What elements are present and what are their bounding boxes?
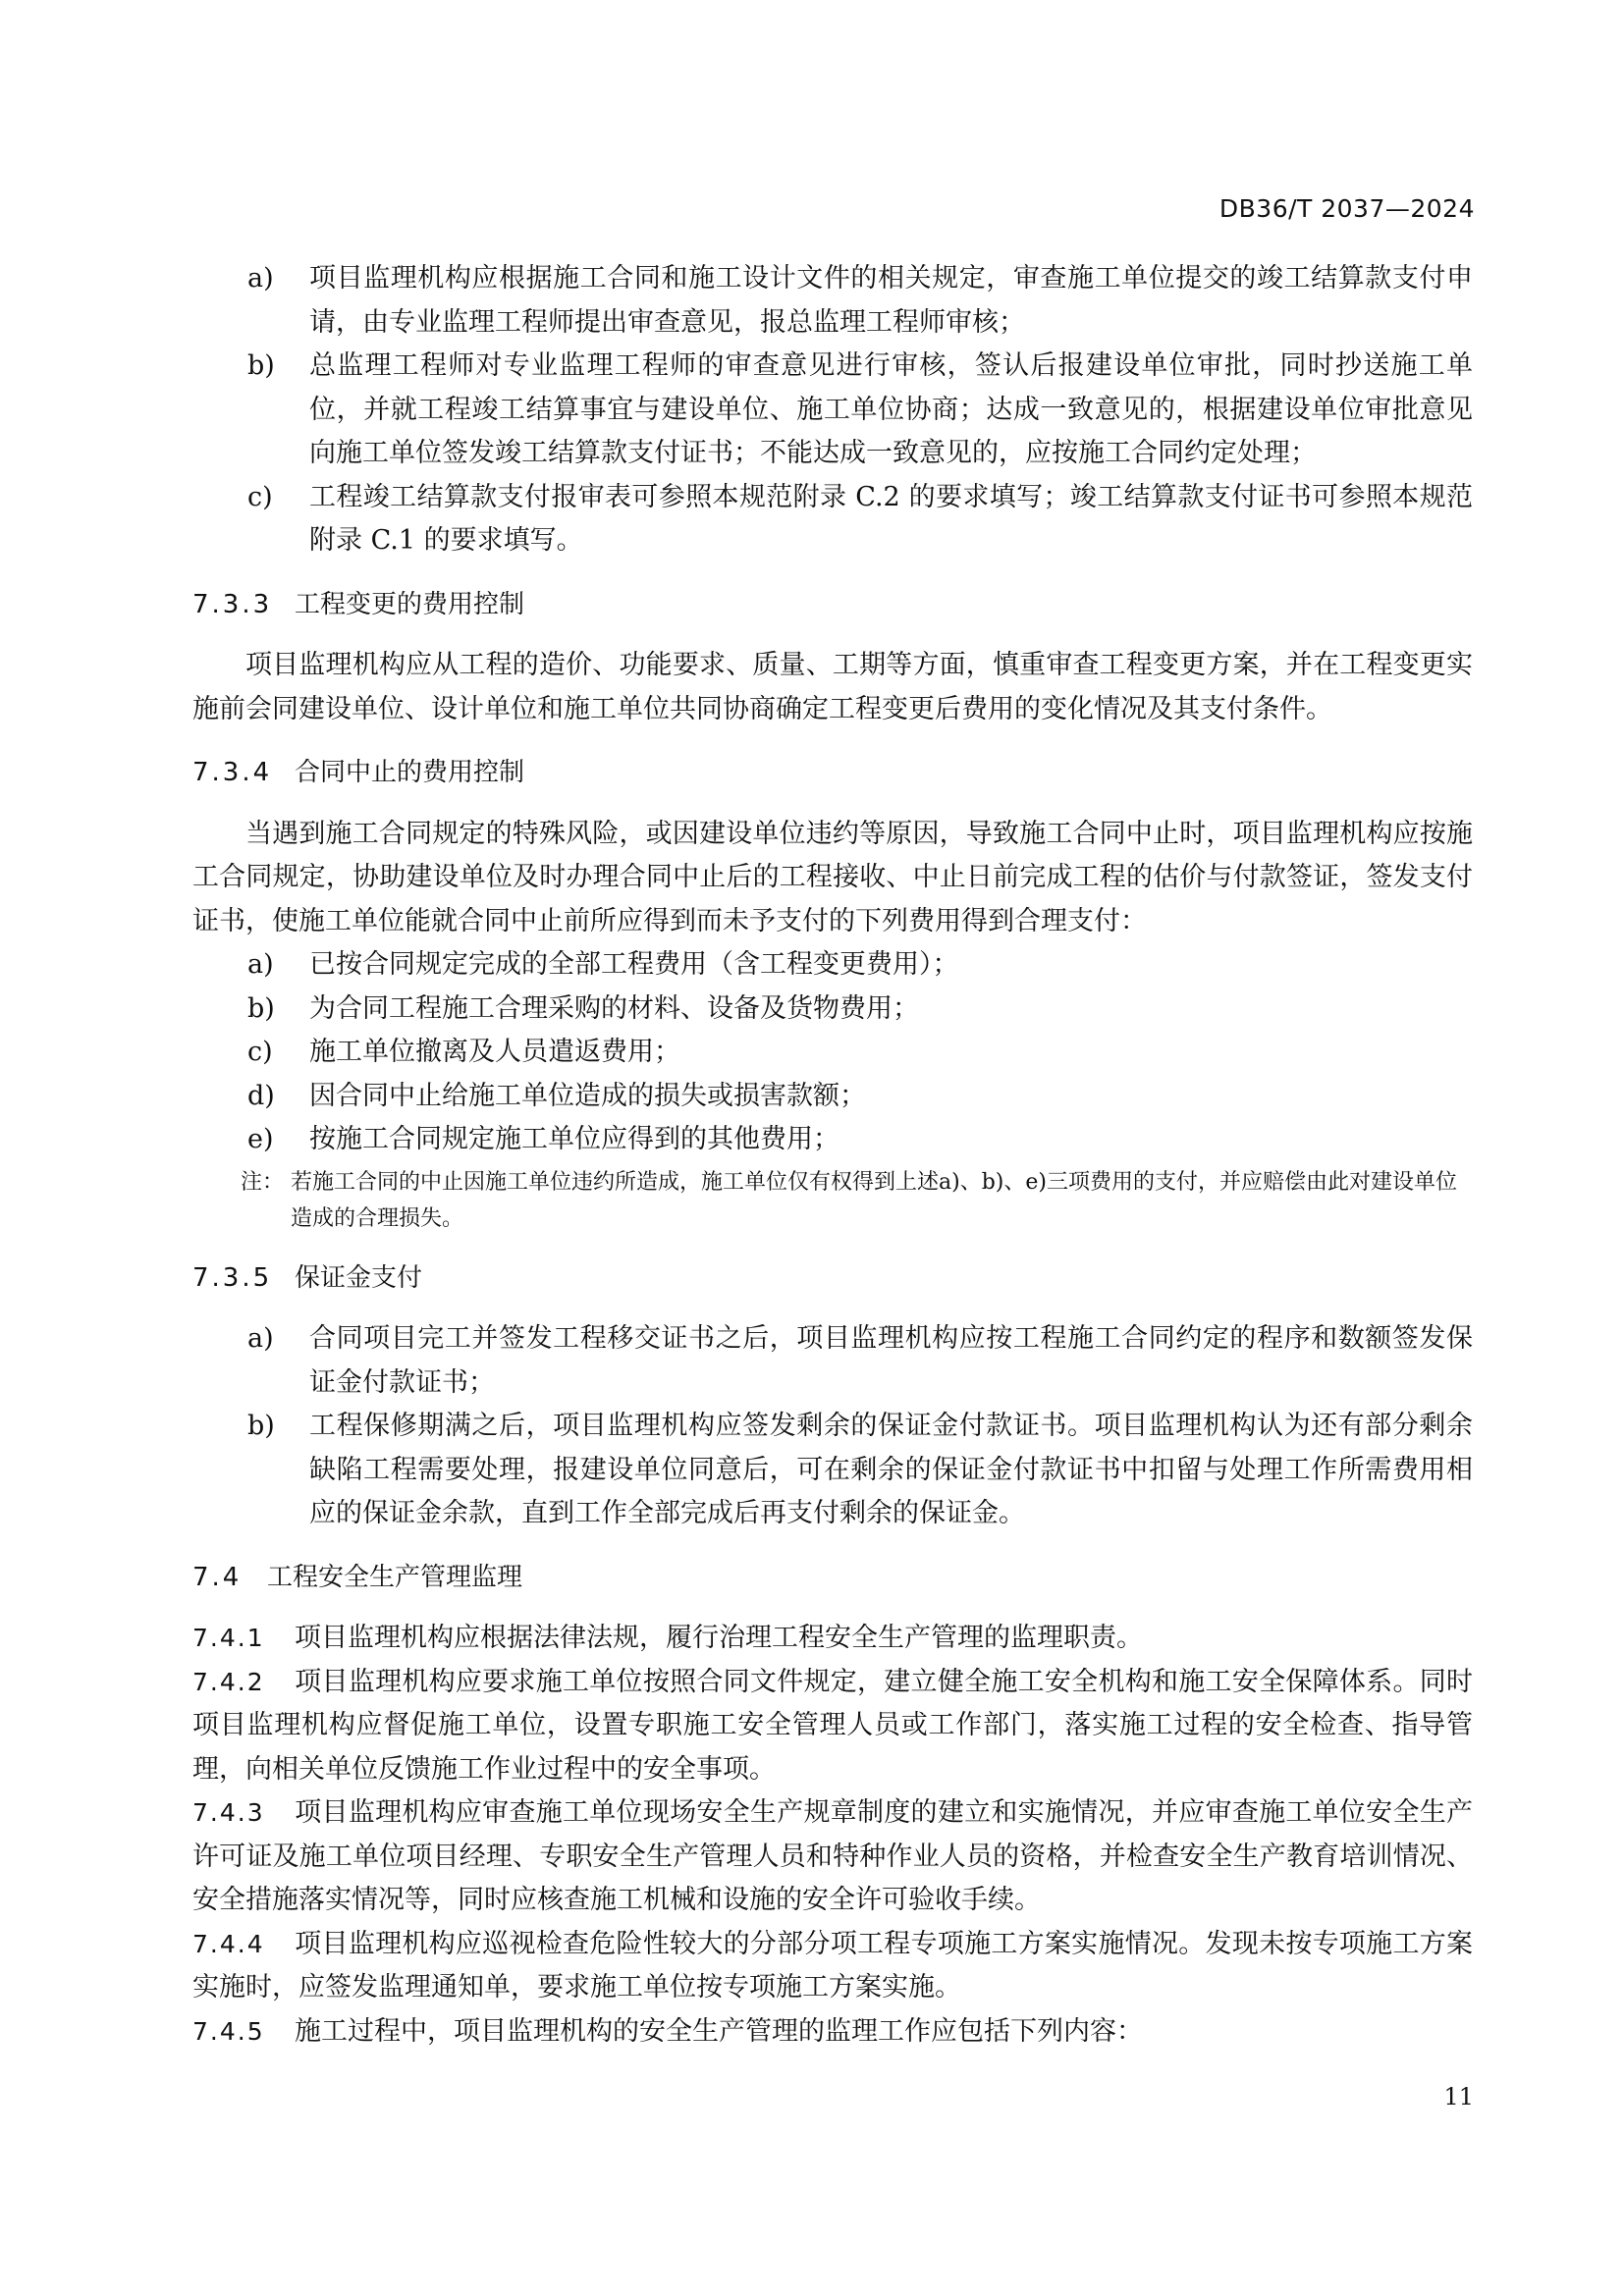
list-item-label: b) (247, 350, 275, 381)
section-heading-734 (192, 751, 1473, 795)
clause-number: 7.4.5 (192, 2016, 265, 2046)
list-item-text: 总监理工程师对专业监理工程师的审查意见进行审核，签认后报建设单位审批，同时抄送施工单位，并就工程竣工结算事宜与建设单位、施工单位协商；达成一致意见的，根据建设单位审批意见向施工单位签发竣工结算款支付证书；不能达成一致意见的，应按施工合同约定处理； (309, 350, 1473, 468)
list-item (192, 476, 1473, 563)
note-label: 注： (241, 1169, 285, 1195)
section-heading-735 (192, 1256, 1473, 1301)
clause-text: 项目监理机构应巡视检查危险性较大的分部分项工程专项施工方案实施情况。发现未按专项施工方案实施时，应签发监理通知单，要求施工单位按专项施工方案实施。 (192, 1928, 1473, 2002)
list-734 (192, 943, 1473, 1162)
list-item-label: d) (247, 1080, 275, 1111)
page-number: 11 (1443, 2083, 1474, 2110)
list-item-text: 已按合同规定完成的全部工程费用（含工程变更费用）； (309, 949, 959, 980)
list-item-text: 工程保修期满之后，项目监理机构应签发剩余的保证金付款证书。项目监理机构认为还有部分剩余缺陷工程需要处理，报建设单位同意后，可在剩余的保证金付款证书中扣留与处理工作所需费用相应的保证金余款，直到工作全部完成后再支付剩余的保证金。 (309, 1411, 1473, 1528)
list-item-text: 项目监理机构应根据施工合同和施工设计文件的相关规定，审查施工单位提交的竣工结算款支付申请，由专业监理工程师提出审查意见，报总监理工程师审核； (309, 263, 1473, 338)
list-item-label: a) (247, 1323, 274, 1354)
clause-742 (192, 1661, 1473, 1792)
list-735 (192, 1317, 1473, 1536)
list-item-label: c) (247, 1037, 273, 1067)
list-item (192, 1405, 1473, 1536)
list-item-text: 施工单位撤离及人员遣返费用； (309, 1037, 680, 1067)
section-number: 7.3.5 (192, 1262, 273, 1293)
section-number: 7.3.4 (192, 758, 273, 787)
list-item (192, 345, 1473, 476)
section-title: 合同中止的费用控制 (295, 758, 525, 787)
list-item-text: 按施工合同规定施工单位应得到的其他费用； (309, 1124, 839, 1154)
section-title: 保证金支付 (295, 1262, 423, 1293)
list-item-label: b) (247, 1411, 275, 1441)
list-item (192, 988, 1473, 1032)
clause-number: 7.4.4 (192, 1929, 265, 1958)
list-item-text: 因合同中止给施工单位造成的损失或损害款额； (309, 1080, 866, 1111)
section-number: 7.4 (192, 1562, 243, 1592)
section-title: 工程安全生产管理监理 (267, 1562, 523, 1592)
list-item (192, 1075, 1473, 1119)
list-item (192, 1031, 1473, 1075)
list-item-text: 工程竣工结算款支付报审表可参照本规范附录 C.2 的要求填写；竣工结算款支付证书可参照本规范附录 C.1 的要求填写。 (309, 481, 1473, 556)
clause-743 (192, 1791, 1473, 1923)
list-item (192, 1317, 1473, 1405)
document-body (192, 257, 1473, 2054)
note-734 (192, 1164, 1473, 1237)
list-item-label: b) (247, 992, 275, 1024)
list-item (192, 257, 1473, 345)
clause-text: 项目监理机构应要求施工单位按照合同文件规定，建立健全施工安全机构和施工安全保障体系。同时项目监理机构应督促施工单位，设置专职施工安全管理人员或工作部门，落实施工过程的安全检查、指导管理，向相关单位反馈施工作业过程中的安全事项。 (192, 1666, 1473, 1785)
list-item-text: 合同项目完工并签发工程移交证书之后，项目监理机构应按工程施工合同约定的程序和数额签发保证金付款证书； (309, 1323, 1473, 1398)
clause-745 (192, 2010, 1473, 2055)
list-item-label: a) (247, 263, 274, 294)
list-item (192, 1118, 1473, 1162)
clause-text: 项目监理机构应根据法律法规，履行治理工程安全生产管理的监理职责。 (295, 1623, 1143, 1653)
clauses-74 (192, 1617, 1473, 2054)
section-title: 工程变更的费用控制 (295, 589, 525, 619)
clause-number: 7.4.1 (192, 1624, 265, 1652)
list-item-label: c) (247, 481, 273, 512)
list-item-label: a) (247, 949, 274, 980)
clause-text: 项目监理机构应审查施工单位现场安全生产规章制度的建立和实施情况，并应审查施工单位安全生产许可证及施工单位项目经理、专职安全生产管理人员和特种作业人员的资格，并检查安全生产教育培训情况、安全措施落实情况等，同时应核查施工机械和设施的安全许可验收手续。 (192, 1797, 1473, 1915)
list-item-text: 为合同工程施工合理采购的材料、设备及货物费用； (309, 992, 919, 1024)
paragraph-734: 当遇到施工合同规定的特殊风险，或因建设单位违约等原因，导致施工合同中止时，项目监理机构应按施工合同规定，协助建设单位及时办理合同中止后的工程接收、中止日前完成工程的估价与付款签证，签发支付证书，使施工单位能就合同中止前所应得到而未予支付的下列费用得到合理支付： (192, 818, 1473, 936)
clause-744 (192, 1923, 1473, 2010)
clause-741 (192, 1617, 1473, 1661)
clause-text: 施工过程中，项目监理机构的安全生产管理的监理工作应包括下列内容： (295, 2015, 1143, 2047)
document-code: DB36/T 2037—2024 (1218, 194, 1475, 223)
paragraph-733: 项目监理机构应从工程的造价、功能要求、质量、工期等方面，慎重审查工程变更方案，并在工程变更实施前会同建设单位、设计单位和施工单位共同协商确定工程变更后费用的变化情况及其支付条件。 (192, 650, 1473, 724)
section-number: 7.3.3 (192, 589, 273, 619)
list-item-label: e) (247, 1124, 274, 1154)
list-732 (192, 257, 1473, 563)
note-text: 若施工合同的中止因施工单位违约所造成，施工单位仅有权得到上述a)、b)、e)三项费用的支付，并应赔偿由此对建设单位造成的合理损失。 (291, 1169, 1457, 1231)
list-item (192, 943, 1473, 988)
clause-number: 7.4.2 (192, 1667, 265, 1696)
clause-number: 7.4.3 (192, 1798, 265, 1827)
section-heading-74 (192, 1556, 1473, 1600)
section-heading-733 (192, 583, 1473, 627)
